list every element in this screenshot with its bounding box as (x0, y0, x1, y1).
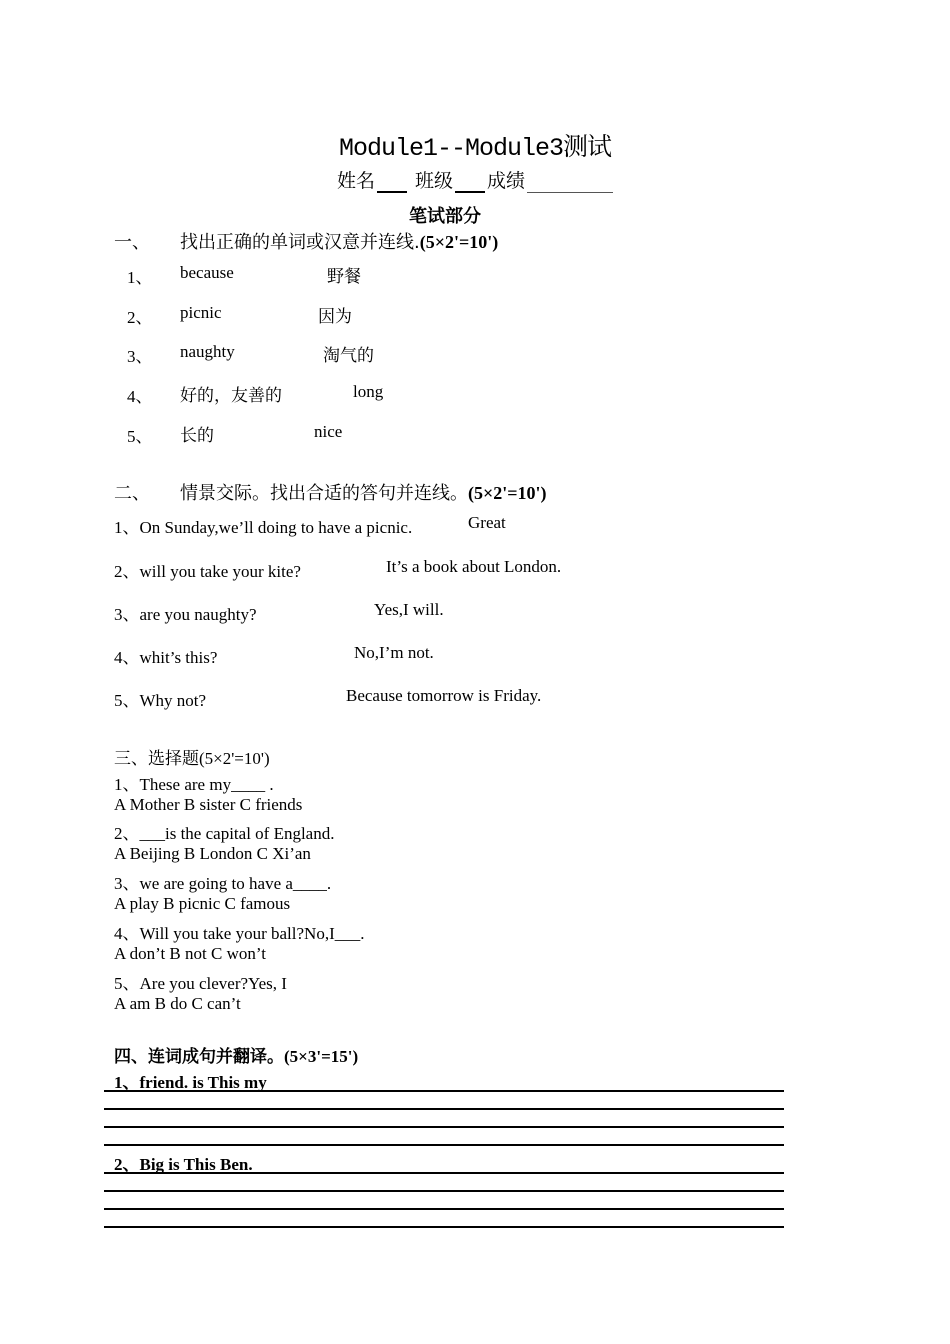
s1-item2-right: 因为 (318, 307, 352, 327)
section4-heading-text: 四、连词成句并翻译。 (114, 1047, 284, 1067)
section4-points: (5×3'=15') (284, 1047, 359, 1066)
section1-heading-text: 找出正确的单词或汉意并连线. (180, 232, 420, 253)
score-label: 成绩 (487, 170, 526, 192)
section1-points: (5×2'=10') (419, 232, 499, 252)
s1-item4-right: long (353, 382, 384, 401)
s1-item5-right: nice (314, 422, 343, 441)
s4-item2: 2、Big is This Ben. (114, 1155, 253, 1174)
class-label: 班级 (415, 170, 454, 192)
s2-item1-answer: Great (468, 513, 506, 532)
section1-number: 一、 (114, 232, 150, 253)
page-title: Module1--Module3测试 (338, 134, 612, 163)
s2-item5-question: 5、Why not? (114, 691, 207, 710)
s3-q3-options: A play B picnic C famous (114, 894, 291, 913)
section2-number: 二、 (114, 483, 150, 504)
answer-line[interactable] (104, 1172, 784, 1174)
s1-item1-num: 1、 (127, 268, 153, 287)
s2-item4-question: 4、whit’s this? (114, 648, 218, 667)
s1-item4-left: 好的，友善的 (180, 386, 282, 406)
s1-item5-num: 5、 (127, 427, 153, 446)
class-blank[interactable] (455, 173, 485, 193)
s2-item2-question: 2、will you take your kite? (114, 562, 301, 581)
s2-item5-answer: Because tomorrow is Friday. (346, 686, 542, 705)
s1-item1-left: because (180, 263, 234, 282)
s4-item1: 1、friend. is This my (114, 1073, 267, 1092)
answer-line[interactable] (104, 1208, 784, 1210)
s3-q1: 1、These are my____ . (114, 775, 274, 794)
s3-q4: 4、Will you take your ball?No,I___. (114, 924, 365, 943)
section3-heading-text: 三、选择题 (114, 749, 199, 769)
s1-item3-right: 淘气的 (323, 346, 374, 366)
section1-heading (180, 228, 498, 254)
score-blank[interactable] (527, 174, 613, 193)
s2-item1-question: 1、On Sunday,we’ll doing to have a picnic. (114, 518, 413, 537)
section2-points: (5×2'=10') (468, 483, 547, 503)
s2-item3-question: 3、are you naughty? (114, 605, 257, 624)
answer-line[interactable] (104, 1108, 784, 1110)
section4-heading (114, 1042, 358, 1067)
section3-heading (114, 744, 270, 769)
s3-q2: 2、___is the capital of England. (114, 824, 335, 843)
s3-q5-options: A am B do C can’t (114, 994, 241, 1013)
s1-item2-left: picnic (180, 303, 222, 322)
student-info-line (0, 166, 950, 193)
s1-item3-num: 3、 (127, 347, 153, 366)
answer-line[interactable] (104, 1226, 784, 1228)
name-label: 姓名 (336, 170, 375, 192)
s1-item2-num: 2、 (127, 308, 153, 327)
s1-item4-num: 4、 (127, 387, 153, 406)
section3-points: (5×2'=10') (199, 749, 270, 768)
answer-line[interactable] (104, 1090, 784, 1092)
s1-item3-left: naughty (180, 342, 235, 361)
s3-q5: 5、Are you clever?Yes, I (114, 974, 287, 993)
answer-line[interactable] (104, 1190, 784, 1192)
answer-line[interactable] (104, 1126, 784, 1128)
s3-q4-options: A don’t B not C won’t (114, 944, 266, 963)
s3-q2-options: A Beijing B London C Xi’an (114, 844, 311, 863)
written-part-heading: 笔试部分 (409, 206, 481, 227)
s2-item2-answer: It’s a book about London. (386, 557, 562, 576)
s3-q3: 3、we are going to have a____. (114, 874, 332, 893)
section2-heading-text: 情景交际。找出合适的答句并连线。 (180, 483, 468, 504)
s2-item3-answer: Yes,I will. (374, 600, 444, 619)
s2-item4-answer: No,I’m not. (354, 643, 434, 662)
section2-heading (180, 479, 547, 505)
s1-item5-left: 长的 (180, 426, 214, 446)
s3-q1-options: A Mother B sister C friends (114, 795, 303, 814)
s1-item1-right: 野餐 (327, 267, 361, 287)
name-blank[interactable] (377, 173, 407, 193)
answer-line[interactable] (104, 1144, 784, 1146)
